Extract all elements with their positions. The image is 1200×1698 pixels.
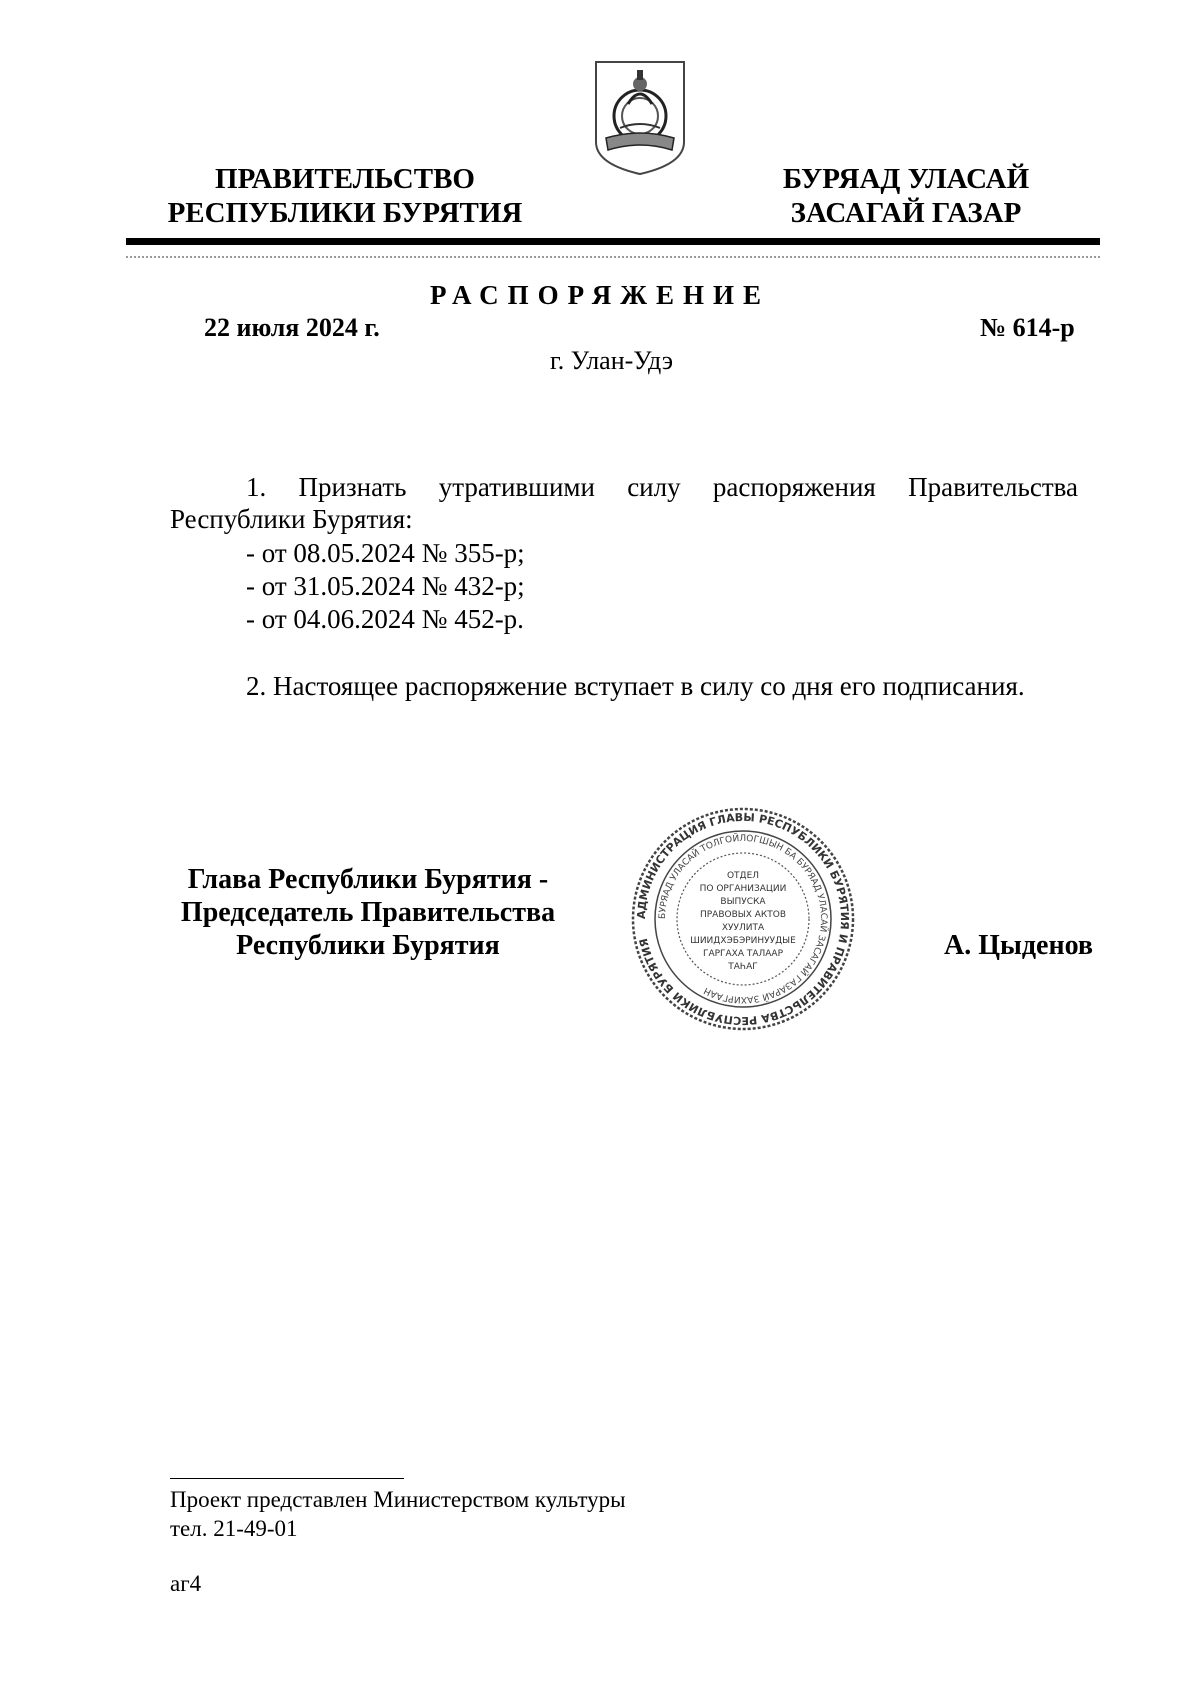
official-stamp-icon (630, 806, 856, 1032)
footer-project-note: Проект представлен Министерством культуры (170, 1487, 626, 1512)
paragraph-1 (170, 471, 1078, 535)
footer-code: аг4 (170, 1571, 202, 1596)
coat-of-arms-icon (592, 58, 688, 176)
stamp-center-line: ШИИДХЭБЭРИНУУДЫЕ (690, 936, 796, 946)
paragraph-2: 2. Настоящее распоряжение вступает в силу со дня его подписания. (246, 671, 1025, 701)
signatory-name: А. Цыденов (944, 930, 1094, 961)
document-title: РАСПОРЯЖЕНИЕ (429, 280, 771, 310)
signatory-position-line1: Глава Республики Бурятия - (187, 864, 549, 895)
stamp-center-line: ГАРГАХА ТАЛААР (702, 949, 784, 959)
header-right (748, 162, 1064, 230)
signatory-position (168, 863, 568, 962)
paragraph-1-text: 1. Признать утратившими силу распоряжения Правительства Республики Бурятия: (170, 472, 1078, 534)
document-city: г. Улан-Удэ (550, 346, 674, 375)
stamp-center-line: ПО ОРГАНИЗАЦИИ (699, 884, 787, 894)
list-item: - от 04.06.2024 № 452-р. (246, 604, 524, 634)
header-left-line2: РЕСПУБЛИКИ БУРЯТИЯ (167, 197, 523, 229)
stamp-outer-text: АДМИНИСТРАЦИЯ ГЛАВЫ РЕСПУБЛИКИ БУРЯТИЯ И ПРАВИТЕЛЬСТВА РЕСПУБЛИКИ БУРЯТИЯ (634, 810, 852, 1028)
signatory-position-line3: Республики Бурятия (236, 930, 500, 961)
header-divider-thin (126, 256, 1100, 258)
document-date: 22 июля 2024 г. (204, 313, 380, 342)
header-divider-thick (126, 238, 1100, 245)
header-right-line2: ЗАСАГАЙ ГАЗАР (790, 197, 1022, 229)
document-number: № 614-р (980, 313, 1075, 342)
stamp-center-line: ОТДЕЛ (726, 871, 760, 881)
stamp-center-line: ПРАВОВЫХ АКТОВ (699, 910, 787, 920)
footer-phone: тел. 21-49-01 (170, 1516, 298, 1541)
header-left-line1: ПРАВИТЕЛЬСТВО (215, 163, 475, 195)
header-left (150, 162, 540, 230)
signatory-position-line2: Председатель Правительства (180, 897, 556, 928)
list-item: - от 31.05.2024 № 432-р; (246, 571, 525, 601)
stamp-inner-text: БУРЯАД УЛАСАЙ ТОЛГОЙЛОГШЫН БА БУРЯАД УЛАСАЙ ЗАСАГАЙ ГАЗАРАЙ ЗАХИРГААН (657, 833, 829, 1005)
footer-divider (170, 1478, 404, 1479)
list-item: - от 08.05.2024 № 355-р; (246, 538, 525, 568)
stamp-center-line: ХУУЛИТА (721, 923, 765, 933)
header-right-line1: БУРЯАД УЛАСАЙ (782, 163, 1030, 195)
stamp-center-line: ТАҺАГ (728, 962, 758, 972)
stamp-center-line: ВЫПУСКА (720, 897, 766, 907)
